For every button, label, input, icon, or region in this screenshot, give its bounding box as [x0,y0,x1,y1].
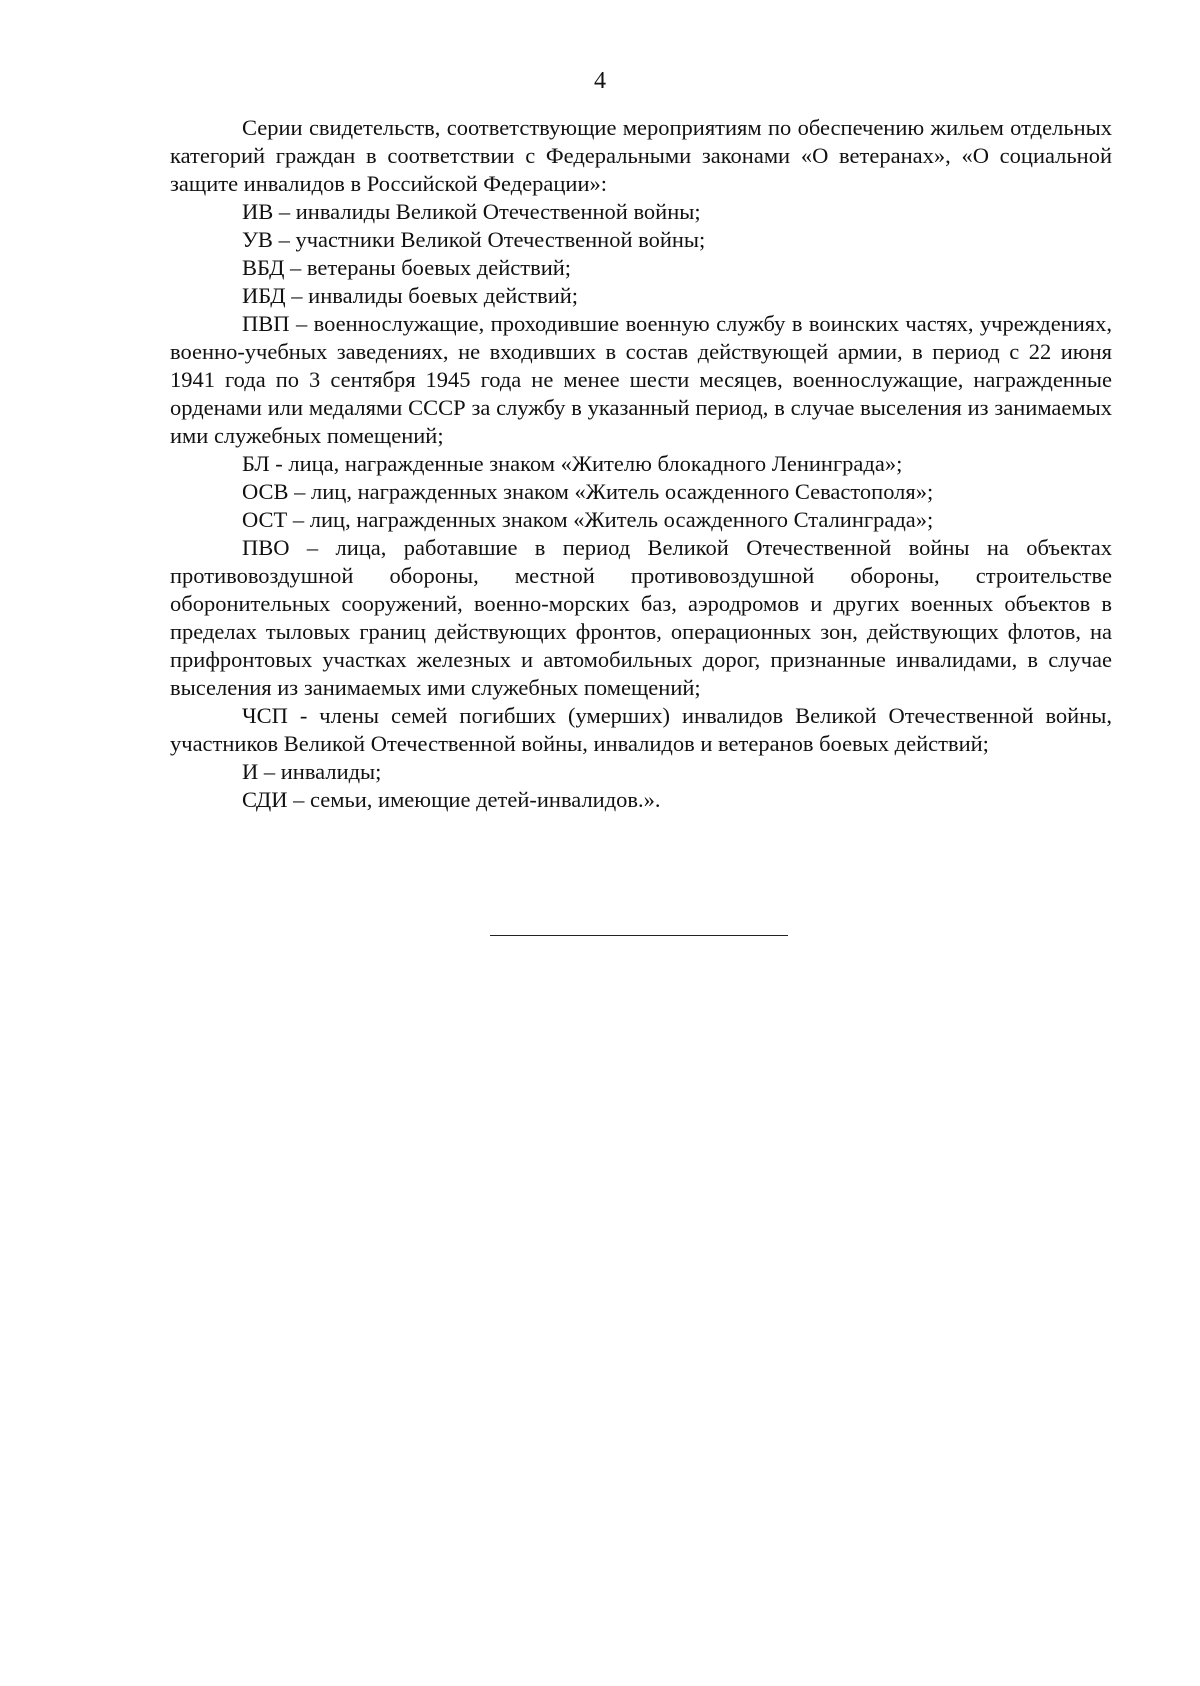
series-pvp: ПВП – военнослужащие, проходившие военную службу в воинских частях, учреждениях, военно-учебных заведениях, не входивших в состав действующей армии, в период с 22 июня 1941 года по 3 сентября 1945 года не менее шести месяцев, военнослужащие, награжденные орденами или медалями СССР за службу в указанный период, в случае выселения из занимаемых ими служебных помещений; [170,311,1112,448]
series-ost: ОСТ – лиц, награжденных знаком «Житель осажденного Сталинграда»; [242,507,934,532]
end-divider-line [490,935,788,936]
series-osv: ОСВ – лиц, награжденных знаком «Житель осажденного Севастополя»; [242,479,934,504]
page-number: 4 [594,68,606,94]
series-sdi: СДИ – семьи, имеющие детей-инвалидов.». [242,787,661,812]
intro-paragraph: Серии свидетельств, соответствующие мероприятиям по обеспечению жильем отдельных категорий граждан в соответствии с Федеральными законами «О ветеранах», «О социальной защите инвалидов в Российской Федерации»: [170,115,1112,196]
series-iv: ИВ – инвалиды Великой Отечественной войны; [242,199,701,224]
document-body [170,114,1112,814]
series-chsp: ЧСП - члены семей погибших (умерших) инвалидов Великой Отечественной войны, участников Великой Отечественной войны, инвалидов и ветеранов боевых действий; [170,703,1112,756]
series-pvo: ПВО – лица, работавшие в период Великой Отечественной войны на объектах противовоздушной обороны, местной противовоздушной обороны, строительстве оборонительных сооружений, военно-морских баз, аэродромов и других военных объектов в пределах тыловых границ действующих фронтов, операционных зон, действующих флотов, на прифронтовых участках железных и автомобильных дорог, признанные инвалидами, в случае выселения из занимаемых ими служебных помещений; [170,535,1112,700]
series-vbd: ВБД – ветераны боевых действий; [242,255,572,280]
series-ibd: ИБД – инвалиды боевых действий; [242,283,579,308]
series-i: И – инвалиды; [242,759,382,784]
series-bl: БЛ - лица, награжденные знаком «Жителю блокадного Ленинграда»; [242,451,903,476]
series-uv: УВ – участники Великой Отечественной войны; [242,227,706,252]
